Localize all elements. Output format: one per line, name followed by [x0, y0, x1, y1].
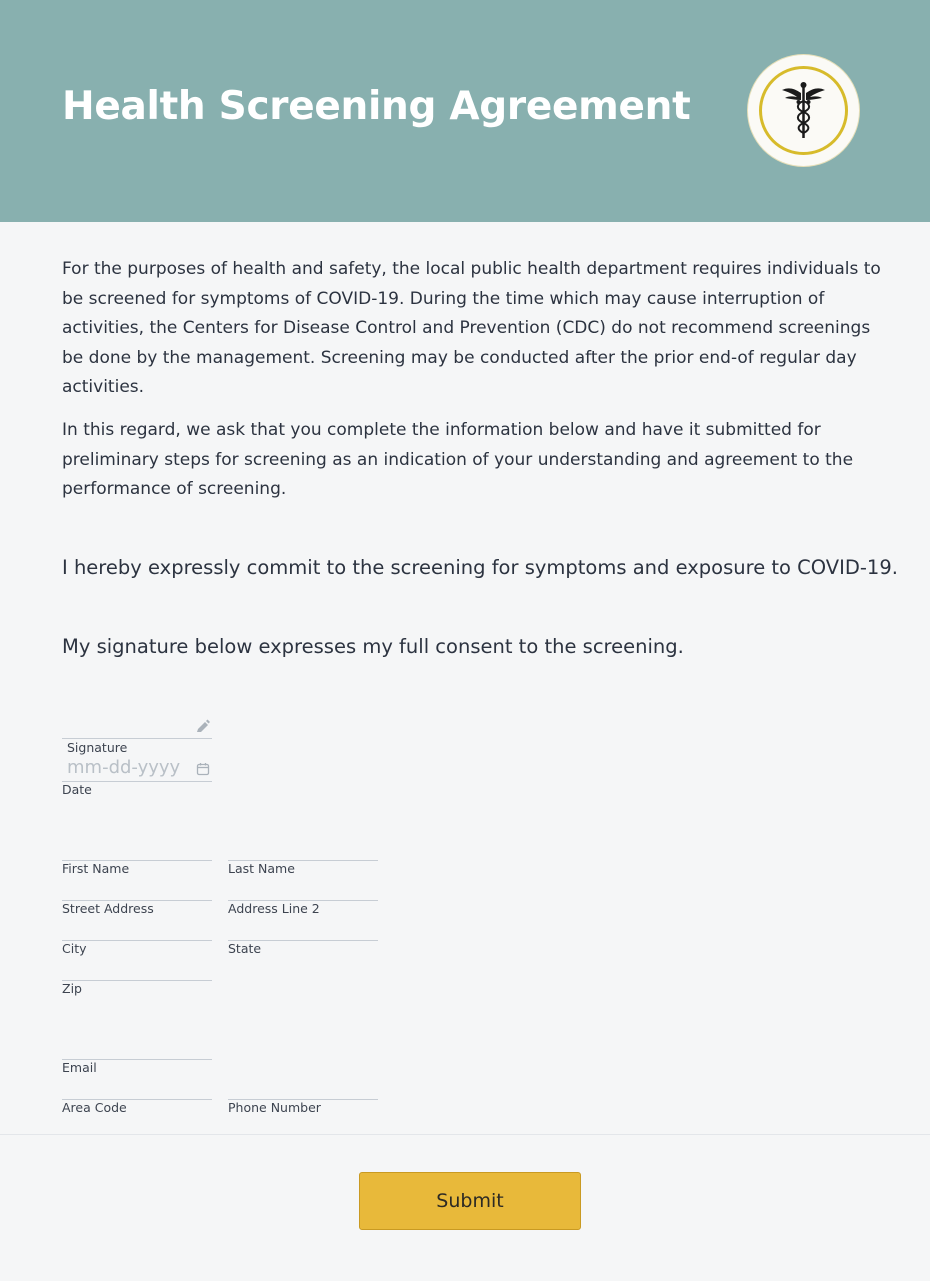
calendar-icon[interactable] [196, 762, 210, 776]
address-line-2-label: Address Line 2 [228, 901, 320, 916]
last-name-label: Last Name [228, 861, 295, 876]
pen-icon [195, 717, 211, 733]
area-code-input[interactable] [62, 1073, 212, 1099]
email-input[interactable] [62, 1033, 212, 1059]
date-input[interactable] [62, 756, 212, 781]
area-code-label: Area Code [62, 1100, 127, 1115]
zip-input[interactable] [62, 954, 212, 980]
zip-label: Zip [62, 981, 82, 996]
city-input[interactable] [62, 914, 212, 940]
phone-number-input[interactable] [228, 1073, 378, 1099]
date-placeholder: mm-dd-yyyy [67, 757, 181, 778]
last-name-input[interactable] [228, 834, 378, 860]
consent-statement: My signature below expresses my full consent to the screening. [62, 635, 684, 658]
first-name-label: First Name [62, 861, 130, 876]
signature-label: Signature [67, 740, 128, 755]
street-address-label: Street Address [62, 901, 154, 916]
first-name-input[interactable] [62, 834, 212, 860]
zip-underline [62, 980, 212, 981]
intro-text [62, 255, 882, 518]
footer-divider [0, 1134, 930, 1135]
state-label: State [228, 941, 262, 956]
signature-underline [62, 738, 212, 739]
address-line-2-input[interactable] [228, 874, 378, 900]
submit-button[interactable]: Submit [359, 1172, 581, 1230]
signature-field[interactable] [62, 712, 212, 738]
phone-number-label: Phone Number [228, 1100, 321, 1115]
street-address-input[interactable] [62, 874, 212, 900]
caduceus-icon [748, 55, 859, 166]
header-banner [0, 0, 930, 222]
date-label: Date [62, 782, 92, 797]
intro-paragraph: In this regard, we ask that you complete the information below and have it submitted for preliminary steps for screening as an indication of your understanding and agreement to the performance of screening. [62, 419, 854, 500]
commit-statement: I hereby expressly commit to the screening for symptoms and exposure to COVID-19. [62, 556, 898, 579]
intro-paragraph: For the purposes of health and safety, the local public health department requires individuals to be screened for symptoms of COVID-19. During the time which may cause interruption of activities, the Centers for Disease Control and Prevention (CDC) do not recommend screenings be done by the management. Screening may be conducted after the prior end-of regular day activities. [62, 259, 881, 398]
city-label: City [62, 941, 87, 956]
page-title: Health Screening Agreement [62, 84, 691, 129]
state-input[interactable] [228, 914, 378, 940]
email-label: Email [62, 1060, 97, 1075]
